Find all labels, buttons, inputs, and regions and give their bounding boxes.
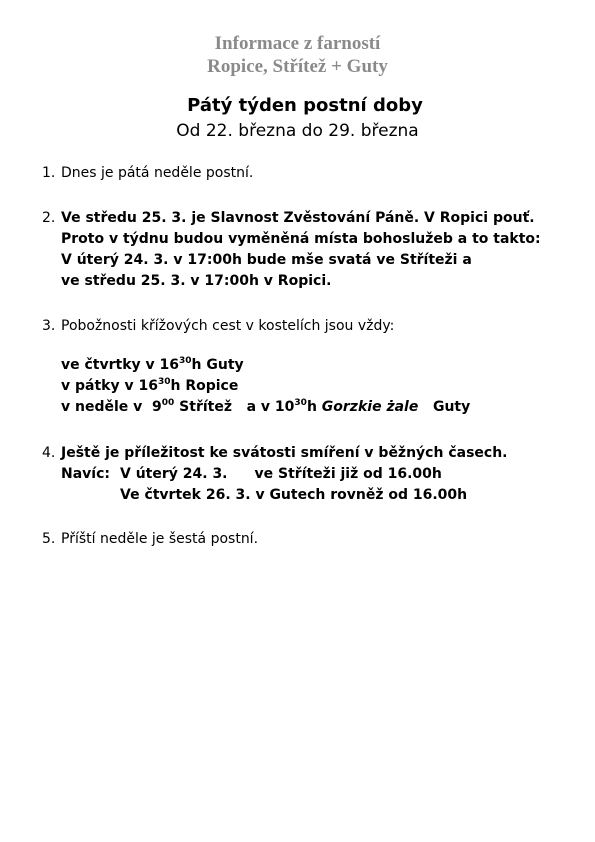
schedule-row: v pátky v $16^{30}h$ Ropice	[61, 377, 239, 394]
schedule-row: v neděle v $9^{00}$ Střítež a v $10^{30}h$ Gorzkie żale Guty	[61, 398, 471, 415]
item-text: ve středu 25. 3. v 17:00h v Ropici.	[61, 273, 332, 289]
item-number: 3.	[42, 318, 56, 334]
item-number: 4.	[42, 445, 56, 461]
cross-way-schedule	[61, 355, 595, 418]
item-text: Dnes je pátá neděle postní.	[61, 165, 254, 181]
page-subtitle: Od 22. března do 29. března	[176, 121, 419, 141]
schedule-row: ve čtvrtky v $16^{30}h$ Guty	[61, 356, 244, 373]
item-text: Ve středu 25. 3. je Slavnost Zvěstování Páně. V Ropici pouť.	[61, 210, 535, 226]
parish-header-line2: Ropice, Střítež + Guty	[207, 56, 388, 77]
item-number: 2.	[42, 210, 56, 226]
page-title: Pátý týden postní doby	[187, 95, 423, 116]
item-text: Proto v týdnu budou vyměněná místa bohoslužeb a to takto:	[61, 231, 541, 247]
item-text: Pobožnosti křížových cest v kostelích jsou vždy:	[61, 318, 395, 334]
item-text: Ještě je příležitost ke svátosti smíření v běžných časech.	[61, 445, 508, 461]
item-text: V úterý 24. 3. v 17:00h bude mše svatá ve Stříteži a	[61, 252, 472, 268]
navic-row: Ve čtvrtek 26. 3. v Gutech rovněž od 16.00h	[120, 487, 468, 503]
item-number: 5.	[42, 531, 56, 547]
navic-row: Navíc: V úterý 24. 3. ve Stříteži již od 16.00h	[61, 466, 442, 482]
parish-header	[0, 32, 595, 78]
item-text: Příští neděle je šestá postní.	[61, 531, 259, 547]
item-number: 1.	[42, 165, 56, 181]
parish-header-line1: Informace z farností	[214, 33, 381, 54]
